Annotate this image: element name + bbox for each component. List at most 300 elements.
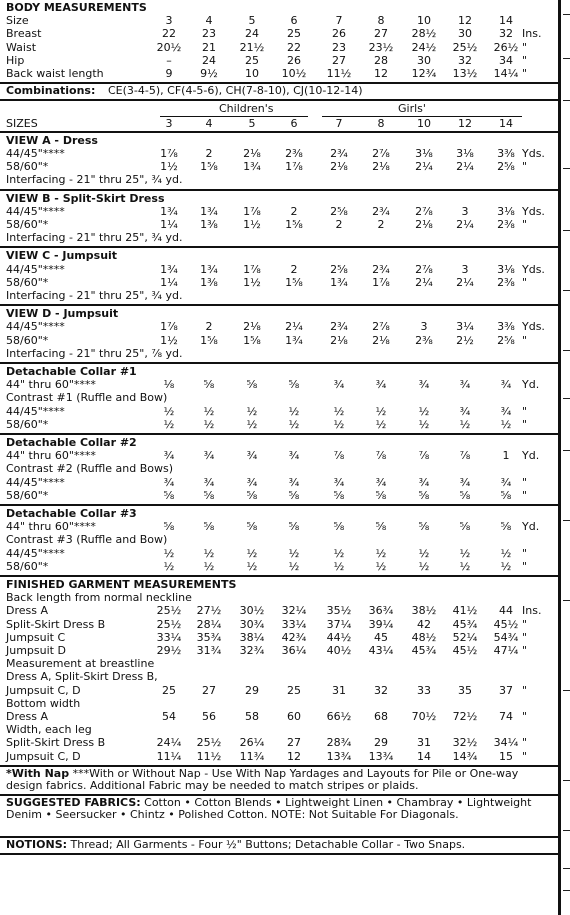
cell-value: 3 [461,204,469,218]
row-unit: Yd. [522,378,540,392]
cell-value: 30 [417,53,431,67]
cell-value: 33¼ [281,617,307,631]
cell-value: 2⅜ [497,218,515,231]
divider-line [0,131,558,133]
cell-value: 34 [499,53,513,67]
garment-row [6,632,558,644]
cell-value: 2⅞ [372,147,390,160]
measurement-row [6,15,558,27]
yardage-row [6,264,558,276]
row-unit: " [522,417,528,431]
cell-value: 1⅞ [160,147,178,160]
row-label: 58/60"* [6,417,49,431]
size-value: 7 [335,116,343,130]
view-title-text: VIEW C - Jumpsuit [6,249,118,263]
view-title-text: VIEW A - Dress [6,133,98,147]
contrast-note [6,463,558,475]
cell-value: 28½ [411,27,437,41]
cell-value: 38¼ [239,630,265,644]
cell-value: 1⅜ [200,275,218,289]
cell-value: 32¼ [281,604,307,618]
cell-value: 26¼ [239,736,265,750]
cell-value: 12 [287,749,301,763]
row-label: 58/60"* [6,333,49,347]
cell-value: 30¾ [239,617,265,631]
cell-value: ⅝ [203,488,215,502]
right-border [558,0,561,915]
cell-value: 28¼ [196,617,222,631]
row-unit: Ins. [522,604,542,618]
row-unit: " [522,333,528,347]
cell-value: 30 [458,27,472,41]
cell-value: ⅝ [375,520,387,534]
row-label: 44/45"**** [6,404,65,418]
cell-value: ½ [203,417,215,431]
measure-note-text: Width, each leg [6,723,92,737]
section-heading-text: FINISHED GARMENT MEASUREMENTS [6,578,237,591]
cell-value: 24 [202,53,216,67]
cell-value: 1¾ [243,160,261,174]
cell-value: ½ [333,546,345,560]
cell-value: 23 [332,40,346,54]
cell-value: ⅞ [418,449,430,463]
row-label: 58/60"* [6,218,49,231]
view-title-text: VIEW D - Jumpsuit [6,307,119,321]
cell-value: ⅝ [418,520,430,534]
cell-value: 2⅞ [415,204,433,218]
edge-tick [563,690,570,691]
cell-value: 48½ [411,630,437,644]
row-unit: " [522,644,528,657]
nap-footnote-label: *With Nap [6,766,70,780]
row-unit: " [522,736,528,750]
cell-value: 45¾ [452,617,478,631]
yardage-row [6,321,558,333]
cell-value: 13¾ [326,749,352,763]
section-heading [6,579,558,591]
divider-line [0,99,558,101]
cell-value: 7 [335,14,343,28]
cell-value: ¾ [375,378,387,392]
cell-value: 2⅝ [330,262,348,276]
row-label: Back waist length [6,67,104,80]
cell-value: 11½ [326,67,352,80]
cell-value: 1⅞ [243,204,261,218]
cell-value: 26 [287,53,301,67]
cell-value: ½ [203,546,215,560]
cell-value: ⅝ [203,520,215,534]
cell-value: ⅛ [163,378,175,392]
cell-value: 1⅞ [160,320,178,334]
cell-value: ½ [500,417,512,431]
cell-value: ½ [333,417,345,431]
cell-value: ½ [203,404,215,418]
measure-note [6,592,558,604]
measure-note [6,698,558,710]
cell-value: ⅝ [500,488,512,502]
yardage-row [6,161,558,173]
cell-value: 3 [461,262,469,276]
cell-value: 29½ [156,644,182,657]
cell-value: ¾ [333,378,345,392]
cell-value: ½ [375,417,387,431]
row-unit: " [522,275,528,289]
cell-value: 1½ [243,275,261,289]
measure-note-text: Measurement at breastline [6,657,155,671]
cell-value: 20½ [156,40,182,54]
yardage-row [6,379,558,391]
cell-value: 22 [287,40,301,54]
cell-value: 27 [287,736,301,750]
cell-value: 44 [499,604,513,618]
measurement-row [6,68,558,80]
cell-value: 2⅛ [243,147,261,160]
view-title-text: VIEW B - Split-Skirt Dress [6,191,165,205]
cell-value: 45½ [452,644,478,657]
cell-value: 27½ [196,604,222,618]
cell-value: ¾ [500,378,512,392]
cell-value: 25 [162,683,176,697]
cell-value: 2 [335,218,343,231]
row-unit: " [522,546,528,560]
cell-value: ¾ [203,449,215,463]
yardage-row [6,148,558,160]
cell-value: 1⅝ [285,218,303,231]
cell-value: – [166,53,172,67]
cell-value: 33¼ [156,630,182,644]
notions [6,839,552,851]
cell-value: 25½ [196,736,222,750]
suggested-fabrics-text: Cotton • Cotton Blends • Lightweight Linen • Chambray • Lightweight Denim • Seersucker • Chintz • Polished Cotton. NOTE: Not Suitable For Diagonals. [6,795,532,821]
yardage-row [6,521,558,533]
row-unit: " [522,218,528,231]
cell-value: 27 [202,683,216,697]
row-label: 44" thru 60"**** [6,520,96,534]
view-title [6,437,558,449]
edge-tick [563,350,570,351]
row-label: Dress A [6,710,49,723]
cell-value: 35 [458,683,472,697]
cell-value: 15 [499,749,513,763]
cell-value: 2 [290,204,298,218]
cell-value: ½ [333,559,345,573]
cell-value: 3⅜ [497,147,515,160]
measure-note [6,658,558,670]
size-value: 12 [458,116,472,130]
cell-value: 66½ [326,710,352,723]
view-title-text: Detachable Collar #1 [6,365,137,378]
row-label: Waist [6,40,37,54]
cell-value: 3¼ [456,320,474,334]
edge-tick [563,398,570,399]
cell-value: 2½ [456,333,474,347]
cell-value: 1½ [160,160,178,174]
row-label: 44/45"**** [6,475,65,489]
row-label: 44" thru 60"**** [6,378,96,392]
cell-value: 2⅜ [285,147,303,160]
cell-value: 9 [165,67,173,80]
row-label: 44/45"**** [6,262,65,276]
divider-line [0,433,558,435]
cell-value: 24 [245,27,259,41]
row-unit: " [522,404,528,418]
cell-value: 2¾ [372,204,390,218]
cell-value: ¾ [500,475,512,489]
garment-row [6,711,558,723]
cell-value: 3⅛ [497,204,515,218]
cell-value: 74 [499,710,513,723]
cell-value: 25½ [156,604,182,618]
cell-value: 2⅛ [330,333,348,347]
cell-value: ½ [163,559,175,573]
adjacent-panel-edge [563,0,570,915]
cell-value: ¾ [375,475,387,489]
cell-value: ¾ [163,449,175,463]
row-label: 44/45"**** [6,147,65,160]
cell-value: 2¼ [456,218,474,231]
cell-value: ½ [288,559,300,573]
notions-text: Thread; All Garments - Four ½" Buttons; Detachable Collar - Two Snaps. [67,837,466,851]
girls-label: Girls' [398,102,426,116]
nap-footnote [6,768,552,792]
cell-value: 21 [202,40,216,54]
edge-tick [563,14,570,15]
combinations-line [6,85,558,97]
cell-value: ⅝ [203,378,215,392]
cell-value: 3 [420,320,428,334]
row-unit: " [522,488,528,502]
cell-value: 32 [499,27,513,41]
cell-value: 25½ [452,40,478,54]
childrens-underline [160,116,308,117]
view-title-text: Detachable Collar #3 [6,507,137,520]
cell-value: 26½ [493,40,519,54]
row-label: 44/45"**** [6,546,65,560]
size-value: 10 [417,116,431,130]
cell-value: ½ [459,417,471,431]
yardage-row [6,548,558,560]
view-title-text: Detachable Collar #2 [6,436,137,449]
cell-value: 12¾ [411,67,437,80]
cell-value: 58 [245,710,259,723]
cell-value: ⅝ [459,520,471,534]
cell-value: 29 [245,683,259,697]
cell-value: ⅝ [288,520,300,534]
section-heading [6,2,558,14]
cell-value: 2¼ [285,320,303,334]
interfacing-note [6,290,558,302]
yardage-row [6,419,558,431]
cell-value: 1 [502,449,510,463]
row-label: Jumpsuit D [6,644,66,657]
cell-value: 8 [377,14,385,28]
cell-value: 32¾ [239,644,265,657]
cell-value: 36¼ [281,644,307,657]
cell-value: 3⅛ [415,147,433,160]
divider-line [0,246,558,248]
cell-value: 70½ [411,710,437,723]
garment-row [6,685,558,697]
measurement-row [6,42,558,54]
row-label: 58/60"* [6,275,49,289]
cell-value: 42 [417,617,431,631]
cell-value: ⅞ [459,449,471,463]
divider-line [0,853,558,855]
size-value: 3 [165,116,173,130]
edge-tick [563,450,570,451]
contrast-note-text: Contrast #3 (Ruffle and Bow) [6,533,168,547]
edge-tick [563,290,570,291]
cell-value: 52¼ [452,630,478,644]
cell-value: ½ [333,404,345,418]
cell-value: ½ [459,559,471,573]
cell-value: 54 [162,710,176,723]
row-unit: Yd. [522,520,540,534]
measure-note-text: Back length from normal neckline [6,591,192,605]
yardage-row [6,450,558,462]
row-unit: " [522,630,528,644]
cell-value: 2⅛ [372,160,390,174]
yardage-row [6,406,558,418]
cell-value: ½ [500,546,512,560]
combinations-text: CE(3-4-5), CF(4-5-6), CH(7-8-10), CJ(10-12-14) [108,84,363,98]
view-title [6,508,558,520]
row-label: Split-Skirt Dress B [6,736,106,750]
cell-value: 2⅜ [415,333,433,347]
cell-value: 30½ [239,604,265,618]
suggested-fabrics [6,797,552,821]
cell-value: ½ [163,417,175,431]
edge-tick [563,600,570,601]
cell-value: ¾ [246,475,258,489]
cell-value: 10½ [281,67,307,80]
cell-value: 72½ [452,710,478,723]
suggested-fabrics-label: SUGGESTED FABRICS: [6,795,141,809]
edge-tick [563,58,570,59]
row-unit: " [522,160,528,174]
cell-value: 1⅝ [243,333,261,347]
row-label: Jumpsuit C, D [6,749,81,763]
notions-label: NOTIONS: [6,837,68,851]
cell-value: ¾ [288,475,300,489]
cell-value: 45 [374,630,388,644]
interfacing-note [6,232,558,244]
cell-value: 2⅝ [497,333,515,347]
cell-value: 31¾ [196,644,222,657]
row-label: 58/60"* [6,488,49,502]
row-label: Size [6,14,29,28]
cell-value: 1⅝ [200,333,218,347]
cell-value: 1⅝ [285,275,303,289]
view-title [6,135,558,147]
cell-value: 2⅛ [372,333,390,347]
cell-value: ½ [288,546,300,560]
row-unit: Yds. [522,262,545,276]
cell-value: 23 [202,27,216,41]
cell-value: ¾ [246,449,258,463]
childrens-label: Children's [219,102,274,116]
cell-value: 1½ [160,333,178,347]
cell-value: ⅞ [375,449,387,463]
cell-value: 37 [499,683,513,697]
cell-value: 45¾ [411,644,437,657]
yardage-row [6,490,558,502]
row-unit: " [522,710,528,723]
size-value: 4 [205,116,213,130]
cell-value: 9½ [200,67,218,80]
garment-row [6,645,558,657]
garment-row [6,751,558,763]
cell-value: 26 [332,27,346,41]
cell-value: 12 [458,14,472,28]
divider-line [0,189,558,191]
edge-tick [563,780,570,781]
size-value: 5 [248,116,256,130]
cell-value: 22 [162,27,176,41]
cell-value: ⅝ [500,520,512,534]
cell-value: 1⅞ [243,262,261,276]
cell-value: 31 [332,683,346,697]
cell-value: ¾ [459,475,471,489]
cell-value: 23½ [368,40,394,54]
cell-value: 21½ [239,40,265,54]
cell-value: ¾ [500,404,512,418]
yardage-row [6,335,558,347]
garment-row [6,619,558,631]
cell-value: 32 [374,683,388,697]
cell-value: 2⅛ [415,218,433,231]
cell-value: 14 [499,14,513,28]
cell-value: ⅝ [246,520,258,534]
measure-note-text: Dress A, Split-Skirt Dress B, [6,670,158,684]
cell-value: 11½ [196,749,222,763]
cell-value: 2 [377,218,385,231]
cell-value: 45½ [493,617,519,631]
cell-value: ¾ [418,378,430,392]
combinations-label: Combinations: [6,84,96,98]
cell-value: 1¾ [285,333,303,347]
cell-value: 11¾ [239,749,265,763]
contrast-note [6,534,558,546]
cell-value: 24½ [411,40,437,54]
row-label: 44/45"**** [6,320,65,334]
size-value: 8 [377,116,385,130]
cell-value: 1¼ [160,218,178,231]
row-unit: Ins. [522,27,542,41]
cell-value: 1½ [243,218,261,231]
cell-value: 2⅜ [497,275,515,289]
cell-value: 10 [417,14,431,28]
cell-value: 27 [332,53,346,67]
cell-value: 3 [165,14,173,28]
cell-value: 28 [374,53,388,67]
cell-value: ⅝ [288,378,300,392]
cell-value: ¾ [418,475,430,489]
cell-value: 35¾ [196,630,222,644]
view-title [6,193,558,205]
cell-value: 1¾ [200,262,218,276]
cell-value: 1¾ [330,275,348,289]
cell-value: 2¼ [456,275,474,289]
cell-value: 5 [248,14,256,28]
cell-value: ½ [418,404,430,418]
row-unit: " [522,683,528,697]
cell-value: 2⅞ [372,320,390,334]
row-label: Breast [6,27,42,41]
cell-value: 1¼ [160,275,178,289]
sizes-label: SIZES [6,116,38,130]
cell-value: 2⅞ [415,262,433,276]
